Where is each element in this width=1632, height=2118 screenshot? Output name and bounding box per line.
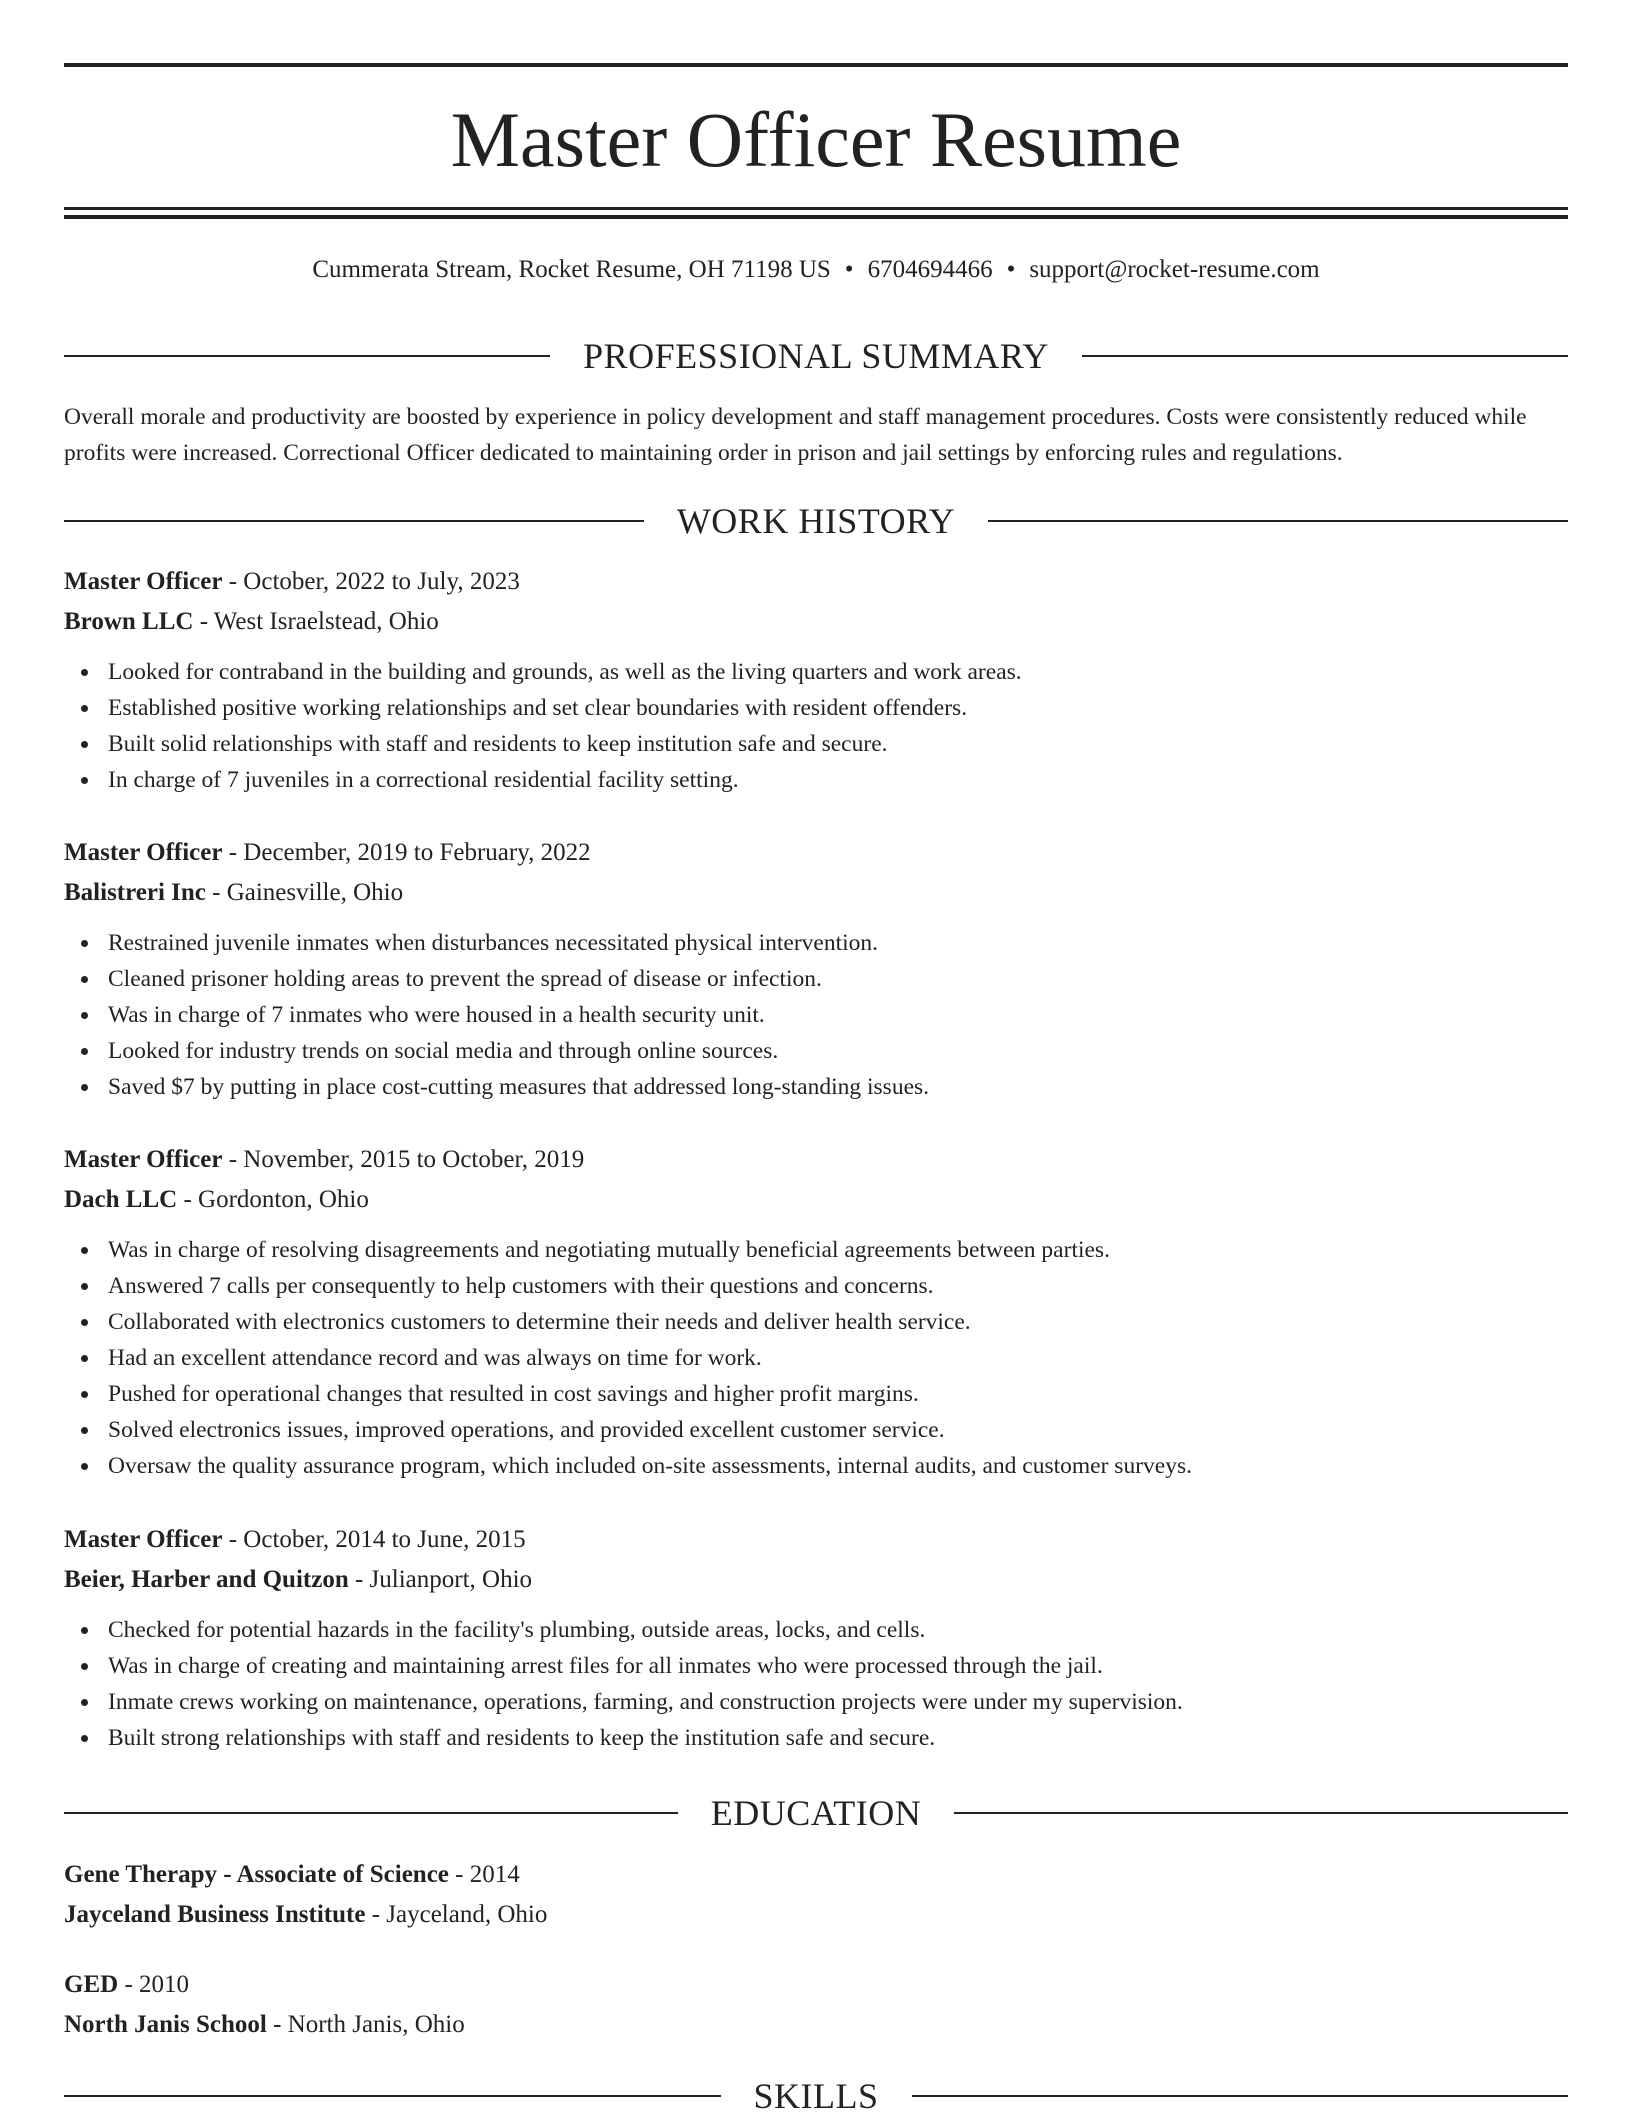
job-bullet: Built strong relationships with staff and residents to keep the institution safe and secure. [108, 1720, 1568, 1756]
education-school: North Janis School [64, 2011, 267, 2038]
job-title-line [64, 1520, 1568, 1560]
job-bullet: Was in charge of 7 inmates who were housed in a health security unit. [108, 997, 1568, 1033]
job-title: Master Officer [64, 1526, 223, 1553]
job-bullet: Pushed for operational changes that resulted in cost savings and higher profit margins. [108, 1376, 1568, 1412]
section-title-work: WORK HISTORY [676, 501, 956, 541]
section-heading-skills [64, 2074, 1568, 2118]
job-bullet: Checked for potential hazards in the facility's plumbing, outside areas, locks, and cells. [108, 1612, 1568, 1648]
education-location: - North Janis, Ohio [266, 2011, 465, 2038]
job-company: Beier, Harber and Quitzon [64, 1566, 349, 1593]
contact-separator: • [844, 256, 854, 283]
job-entry [64, 833, 1568, 1105]
job-company: Balistreri Inc [64, 879, 206, 906]
education-school-line [64, 2005, 1568, 2045]
education-entry [64, 1855, 1568, 1935]
job-bullets [64, 925, 1568, 1105]
job-dates: - December, 2019 to February, 2022 [222, 839, 591, 866]
education-degree-line [64, 1855, 1568, 1895]
section-title-summary: PROFESSIONAL SUMMARY [583, 336, 1049, 376]
job-bullet: Built solid relationships with staff and residents to keep institution safe and secure. [108, 726, 1568, 762]
heading-rule-left [64, 355, 550, 357]
summary-text: Overall morale and productivity are boosted by experience in policy development and staff management procedures. Costs were consistently reduced while profits were increased. Correctional Officer dedicated to maintaining order in prison and jail settings by enforcing rules and regulations. [64, 404, 1527, 466]
section-title-education: EDUCATION [710, 1793, 922, 1833]
job-title: Master Officer [64, 839, 223, 866]
job-title-line [64, 833, 1568, 873]
job-bullet: Was in charge of creating and maintaining arrest files for all inmates who were processed through the jail. [108, 1648, 1568, 1684]
job-company-line [64, 1180, 1568, 1220]
job-title-line [64, 1140, 1568, 1180]
education-school-line [64, 1895, 1568, 1935]
heading-rule-right [954, 1812, 1568, 1814]
title-rule-lower [64, 215, 1568, 219]
contact-email: support@rocket-resume.com [1029, 256, 1320, 283]
heading-rule-left [64, 520, 644, 522]
job-entry [64, 562, 1568, 798]
education-entry [64, 1965, 1568, 2045]
job-bullet: Collaborated with electronics customers to determine their needs and deliver health service. [108, 1304, 1568, 1340]
job-bullet: Inmate crews working on maintenance, operations, farming, and construction projects were under my supervision. [108, 1684, 1568, 1720]
title-rule-upper [64, 207, 1568, 210]
section-heading-work [64, 499, 1568, 543]
job-title: Master Officer [64, 1146, 223, 1173]
job-dates: - November, 2015 to October, 2019 [222, 1146, 585, 1173]
contact-line [64, 253, 1568, 287]
job-company-line [64, 602, 1568, 642]
heading-rule-right [912, 2095, 1569, 2097]
job-bullet: Established positive working relationships and set clear boundaries with resident offenders. [108, 690, 1568, 726]
job-company: Dach LLC [64, 1186, 178, 1213]
education-year: - 2010 [118, 1971, 190, 1998]
heading-rule-left [64, 1812, 678, 1814]
education-degree-line [64, 1965, 1568, 2005]
job-dates: - October, 2022 to July, 2023 [222, 568, 520, 595]
contact-address: Cummerata Stream, Rocket Resume, OH 71198 US [312, 256, 831, 283]
education-year: - 2014 [448, 1861, 520, 1888]
job-company-line [64, 873, 1568, 913]
job-location: - Gainesville, Ohio [205, 879, 404, 906]
job-bullets [64, 654, 1568, 798]
job-bullet: Cleaned prisoner holding areas to prevent the spread of disease or infection. [108, 961, 1568, 997]
job-location: - Julianport, Ohio [348, 1566, 533, 1593]
contact-separator: • [1006, 256, 1016, 283]
job-bullet: Solved electronics issues, improved operations, and provided excellent customer service. [108, 1412, 1568, 1448]
section-title-skills: SKILLS [753, 2076, 879, 2116]
job-location: - West Israelstead, Ohio [193, 608, 439, 635]
job-bullet: Saved $7 by putting in place cost-cutting measures that addressed long-standing issues. [108, 1069, 1568, 1105]
top-rule [64, 63, 1568, 67]
job-bullet: Answered 7 calls per consequently to help customers with their questions and concerns. [108, 1268, 1568, 1304]
job-entry [64, 1520, 1568, 1756]
heading-rule-left [64, 2095, 721, 2097]
job-title: Master Officer [64, 568, 223, 595]
job-bullet: Was in charge of resolving disagreements and negotiating mutually beneficial agreements between parties. [108, 1232, 1568, 1268]
education-school: Jayceland Business Institute [64, 1901, 366, 1928]
job-entry [64, 1140, 1568, 1484]
job-bullets [64, 1232, 1568, 1484]
job-bullet: Had an excellent attendance record and was always on time for work. [108, 1340, 1568, 1376]
job-company-line [64, 1560, 1568, 1600]
education-location: - Jayceland, Ohio [365, 1901, 548, 1928]
job-bullet: In charge of 7 juveniles in a correctional residential facility setting. [108, 762, 1568, 798]
job-bullet: Looked for contraband in the building and grounds, as well as the living quarters and work areas. [108, 654, 1568, 690]
education-degree: GED [64, 1971, 119, 1998]
job-bullet: Restrained juvenile inmates when disturbances necessitated physical intervention. [108, 925, 1568, 961]
resume-title: Master Officer Resume [450, 96, 1182, 183]
job-bullet: Oversaw the quality assurance program, which included on-site assessments, internal audits, and customer surveys. [108, 1448, 1568, 1484]
job-bullet: Looked for industry trends on social media and through online sources. [108, 1033, 1568, 1069]
heading-rule-right [988, 520, 1568, 522]
contact-phone: 6704694466 [867, 256, 993, 283]
job-location: - Gordonton, Ohio [177, 1186, 369, 1213]
job-company: Brown LLC [64, 608, 194, 635]
section-heading-education [64, 1791, 1568, 1835]
job-dates: - October, 2014 to June, 2015 [222, 1526, 526, 1553]
job-title-line [64, 562, 1568, 602]
section-heading-summary [64, 334, 1568, 378]
education-degree: Gene Therapy - Associate of Science [64, 1861, 449, 1888]
job-bullets [64, 1612, 1568, 1756]
heading-rule-right [1082, 355, 1568, 357]
